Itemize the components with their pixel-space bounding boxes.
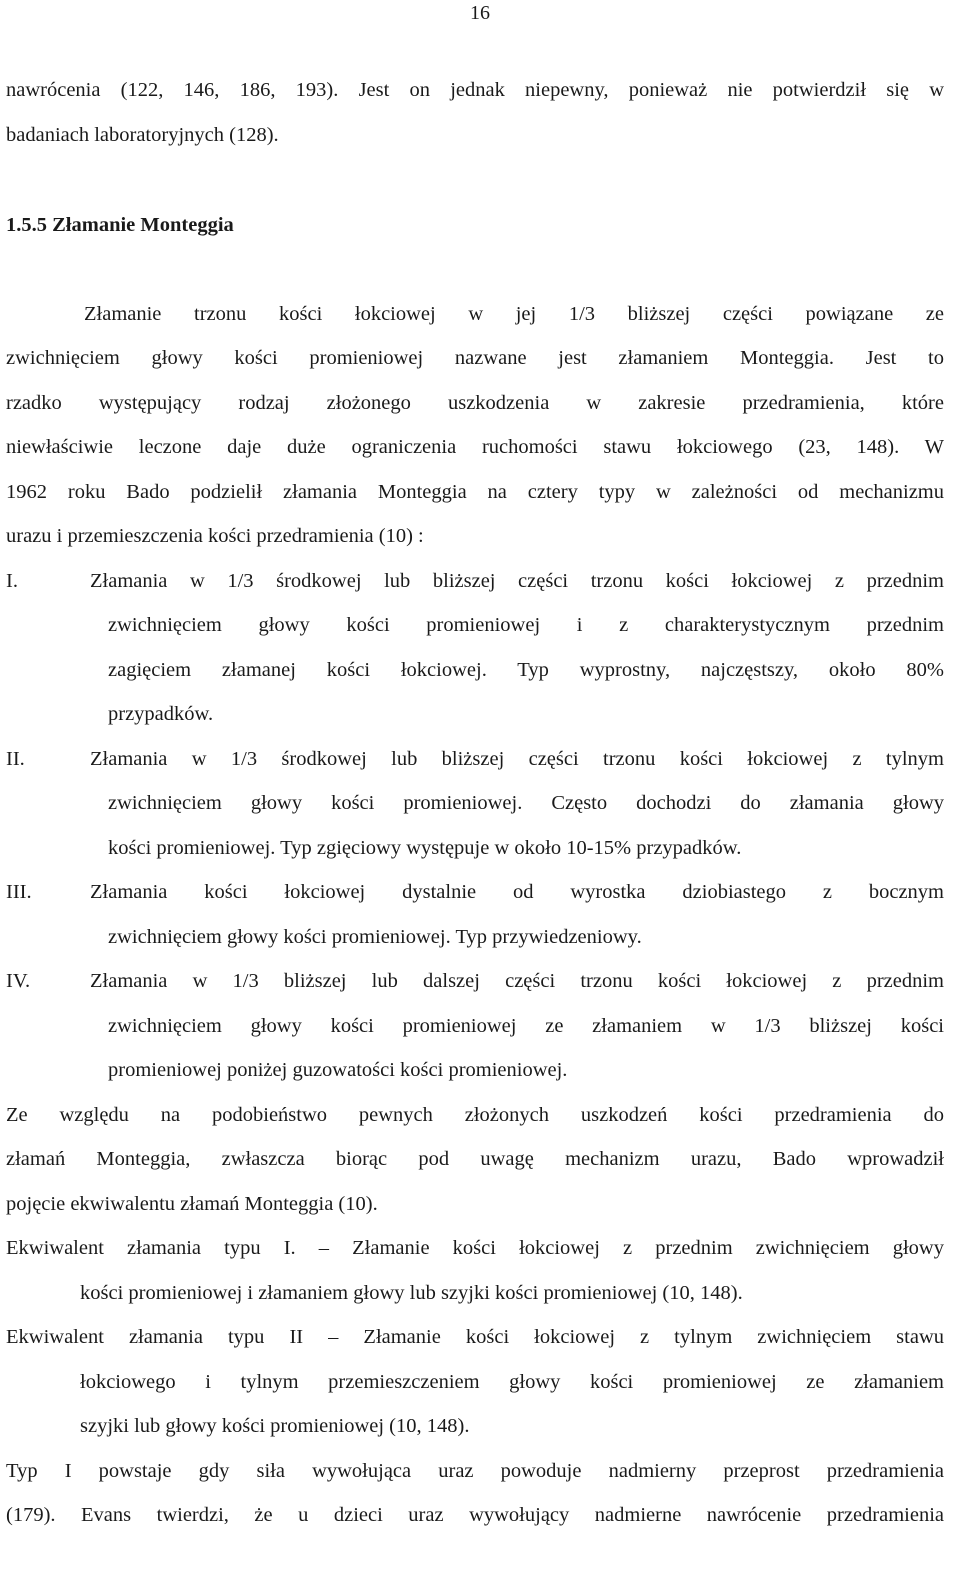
paragraph-type-1-mechanism: [6, 1449, 944, 1538]
paragraph-equivalent-type-1: [6, 1226, 944, 1315]
list-item-number: II.: [6, 747, 25, 770]
bado-classification-list: [6, 559, 944, 1093]
list-item-number: IV.: [6, 970, 31, 992]
paragraph-equivalent-type-2: [6, 1315, 944, 1449]
text-line: promieniowej poniżej guzowatości kości promieniowej.: [108, 1059, 568, 1081]
text-line: Złamanie trzonu kości łokciowej w jej 1/3 bliższej części powiązane ze: [84, 302, 944, 325]
text-line: Złamania w 1/3 środkowej lub bliższej części trzonu kości łokciowej z tylnym: [90, 747, 944, 770]
text-line: Złamania w 1/3 bliższej lub dalszej części trzonu kości łokciowej z przednim: [90, 970, 944, 992]
text-line: urazu i przemieszczenia kości przedramienia (10) :: [6, 525, 424, 547]
text-line: zwichnięciem głowy kości promieniowej. Często dochodzi do złamania głowy: [108, 792, 944, 814]
text-line: kości promieniowej. Typ zgięciowy występuje w około 10-15% przypadków.: [108, 836, 742, 859]
list-item: [6, 959, 944, 1093]
text-line: łokciowego i tylnym przemieszczeniem głowy kości promieniowej ze złamaniem: [80, 1370, 944, 1393]
intro-paragraph: [6, 68, 944, 157]
text-line: pojęcie ekwiwalentu złamań Monteggia (10).: [6, 1192, 378, 1215]
text-line: nawrócenia (122, 146, 186, 193). Jest on jednak niepewny, ponieważ nie potwierdził się w: [6, 79, 944, 101]
text-line: niewłaściwie leczone daje duże ograniczenia ruchomości stawu łokciowego (23, 148). W: [6, 436, 944, 458]
list-item: [6, 737, 944, 871]
text-line: badaniach laboratoryjnych (128).: [6, 123, 279, 146]
list-item: [6, 870, 944, 959]
list-item: [6, 559, 944, 737]
section-heading: 1.5.5 Złamanie Monteggia: [6, 214, 234, 236]
text-line: szyjki lub głowy kości promieniowej (10, 148).: [80, 1415, 470, 1437]
text-line: kości promieniowej i złamaniem głowy lub szyjki kości promieniowej (10, 148).: [80, 1281, 743, 1304]
text-line: Ze względu na podobieństwo pewnych złożonych uszkodzeń kości przedramienia do: [6, 1103, 944, 1126]
text-line: przypadków.: [108, 703, 214, 725]
text-line: złamań Monteggia, zwłaszcza biorąc pod uwagę mechanizm urazu, Bado wprowadził: [6, 1148, 944, 1170]
paragraph-monteggia: [6, 292, 944, 559]
text-line: zwichnięciem głowy kości promieniowej nazwane jest złamaniem Monteggia. Jest to: [6, 347, 944, 369]
list-item-number: III.: [6, 881, 32, 903]
text-line: 1962 roku Bado podzielił złamania Monteggia na cztery typy w zależności od mechanizmu: [6, 480, 944, 503]
document-body: [6, 68, 944, 1538]
text-line: zagięciem złamanej kości łokciowej. Typ wyprostny, najczęstszy, około 80%: [108, 658, 944, 681]
paragraph-equivalents-intro: [6, 1093, 944, 1227]
text-line: Ekwiwalent złamania typu II – Złamanie kości łokciowej z tylnym zwichnięciem stawu: [6, 1326, 944, 1348]
text-line: Złamania w 1/3 środkowej lub bliższej części trzonu kości łokciowej z przednim: [90, 569, 944, 592]
text-line: zwichnięciem głowy kości promieniowej ze złamaniem w 1/3 bliższej kości: [108, 1014, 944, 1037]
text-line: Ekwiwalent złamania typu I. – Złamanie kości łokciowej z przednim zwichnięciem głowy: [6, 1237, 944, 1259]
text-line: zwichnięciem głowy kości promieniowej i z charakterystycznym przednim: [108, 614, 944, 636]
text-line: Typ I powstaje gdy siła wywołująca uraz powoduje nadmierny przeprost przedramienia: [6, 1459, 944, 1482]
text-line: rzadko występujący rodzaj złożonego uszkodzenia w zakresie przedramienia, które: [6, 391, 944, 414]
text-line: (179). Evans twierdzi, że u dzieci uraz wywołujący nadmierne nawrócenie przedramienia: [6, 1504, 944, 1526]
text-line: zwichnięciem głowy kości promieniowej. Typ przywiedzeniowy.: [108, 925, 642, 948]
page-number: 16: [470, 2, 490, 24]
list-item-number: I.: [6, 569, 18, 592]
text-line: Złamania kości łokciowej dystalnie od wyrostka dziobiastego z bocznym: [90, 881, 944, 903]
